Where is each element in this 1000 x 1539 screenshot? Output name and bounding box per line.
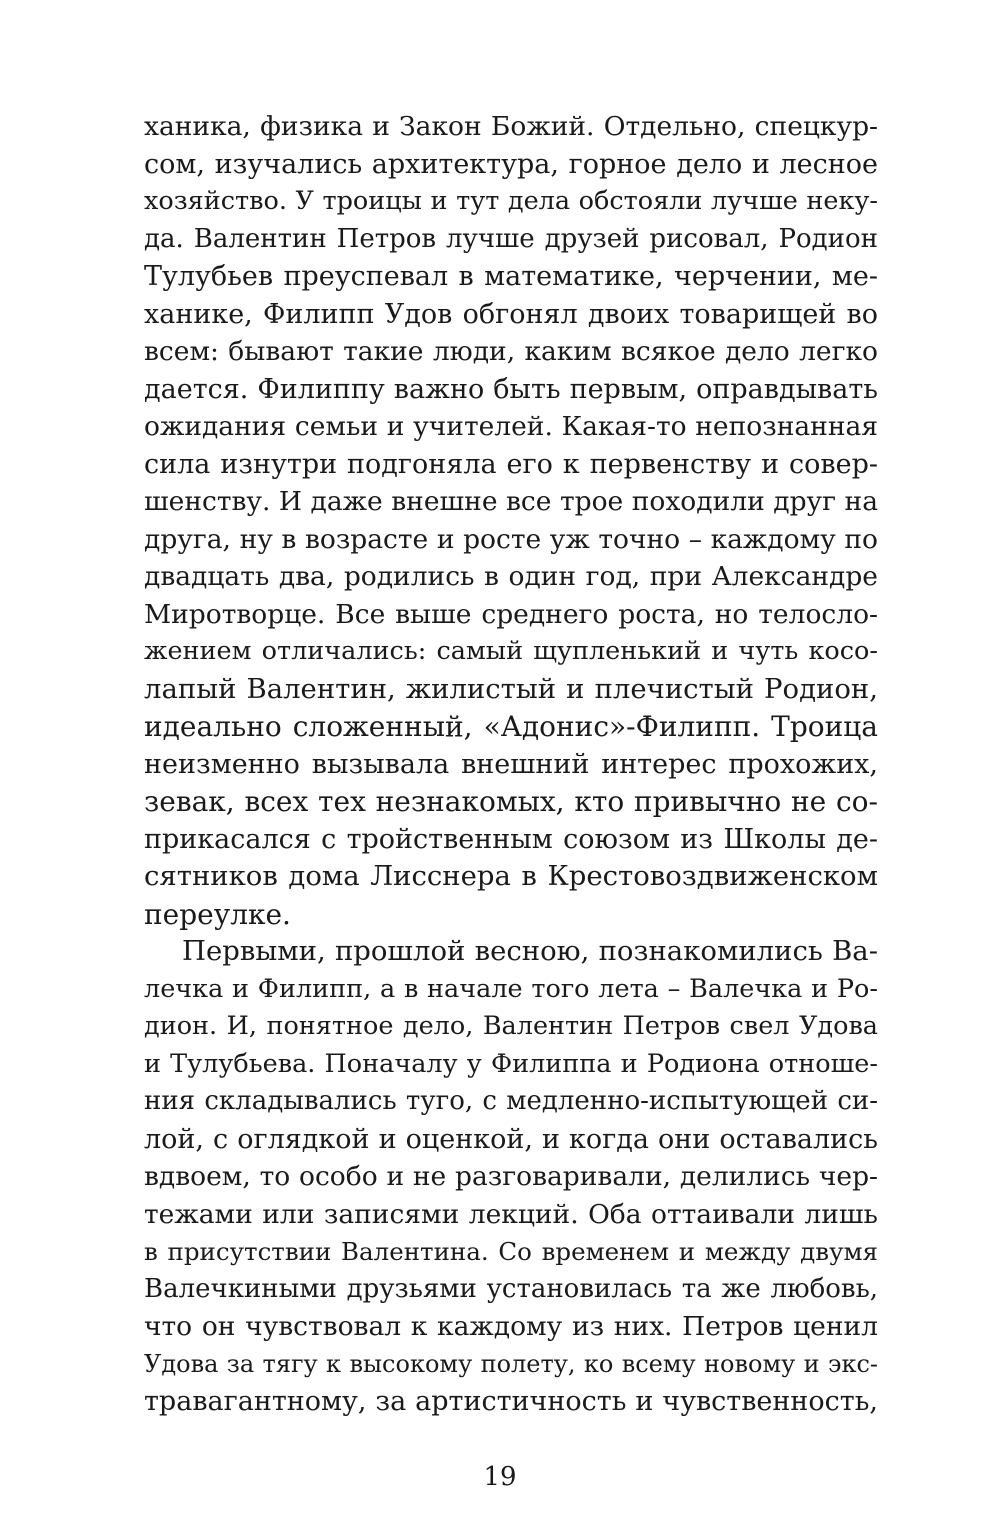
- text-line: Тулубьев преуспевал в математике, черчении, ме-: [144, 261, 878, 292]
- text-line: тежами или записями лекций. Оба оттаивали лишь: [144, 1198, 878, 1230]
- text-line: что он чувствовал к каждому из них. Петров ценил: [144, 1311, 878, 1342]
- text-line: ханике, Филипп Удов обгонял двоих товарищей во: [144, 298, 878, 330]
- text-line: неизменно вызывала внешний интерес прохожих,: [144, 748, 878, 780]
- body-text: [144, 108, 878, 1421]
- page-number: 19: [483, 1462, 517, 1492]
- text-line: ожидания семьи и учителей. Какая-то непознанная: [144, 411, 878, 442]
- text-line: друга, ну в возрасте и росте уж точно – каждому по: [144, 523, 878, 555]
- text-line: сятников дома Лисснера в Крестовоздвиженском: [144, 860, 878, 892]
- text-line: да. Валентин Петров лучше друзей рисовал, Родион: [144, 223, 878, 254]
- text-line: всем: бывают такие люди, каким всякое дело легко: [144, 336, 878, 367]
- text-line: сила изнутри подгоняла его к первенству и совер-: [144, 448, 878, 480]
- paragraph-2: [144, 933, 878, 1421]
- text-line: травагантному, за артистичность и чувственность,: [144, 1386, 878, 1417]
- text-line: лой, с оглядкой и оценкой, и когда они оставались: [144, 1123, 878, 1155]
- text-line: лечка и Филипп, а в начале того лета – Валечка и Ро-: [144, 973, 878, 1004]
- text-line: Удова за тягу к высокому полету, ко всему новому и экс-: [144, 1349, 878, 1378]
- text-line: Первыми, прошлой весною, познакомились Ва-: [182, 935, 878, 967]
- text-line: дион. И, понятное дело, Валентин Петров свел Удова: [144, 1011, 878, 1041]
- text-line: переулке.: [144, 897, 291, 931]
- text-line: дается. Филиппу важно быть первым, оправдывать: [144, 373, 878, 405]
- paragraph-1: [144, 108, 878, 933]
- text-line: зевак, всех тех незнакомых, кто привычно не со-: [144, 785, 878, 818]
- text-line: идеально сложенный, «Адонис»-Филипп. Троица: [144, 710, 878, 743]
- text-line: ханика, физика и Закон Божий. Отдельно, спецкур-: [144, 111, 878, 142]
- text-line: вдвоем, то особо и не разговаривали, делились чер-: [144, 1161, 878, 1192]
- text-line: двадцать два, родились в один год, при Александре: [144, 561, 878, 592]
- text-line: сом, изучались архитектура, горное дело и лесное: [144, 148, 878, 180]
- text-line: Миротворце. Все выше среднего роста, но телосло-: [144, 598, 878, 630]
- text-line: лапый Валентин, жилистый и плечистый Родион,: [144, 672, 878, 705]
- text-line: и Тулубьева. Поначалу у Филиппа и Родиона отноше-: [144, 1048, 878, 1079]
- text-line: шенству. И даже внешне все трое походили друг на: [144, 486, 878, 517]
- text-line: прикасался с тройственным союзом из Школы де-: [144, 823, 878, 855]
- text-line: Валечкиными друзьями установилась та же любовь,: [144, 1273, 878, 1304]
- text-line: в присутствии Валентина. Со временем и между двумя: [144, 1237, 878, 1266]
- text-line: ния складывались туго, с медленно-испытующей си-: [144, 1086, 878, 1116]
- text-line: хозяйство. У троицы и тут дела обстояли лучше неку-: [144, 186, 878, 216]
- text-line: жением отличались: самый щупленький и чуть косо-: [144, 636, 878, 666]
